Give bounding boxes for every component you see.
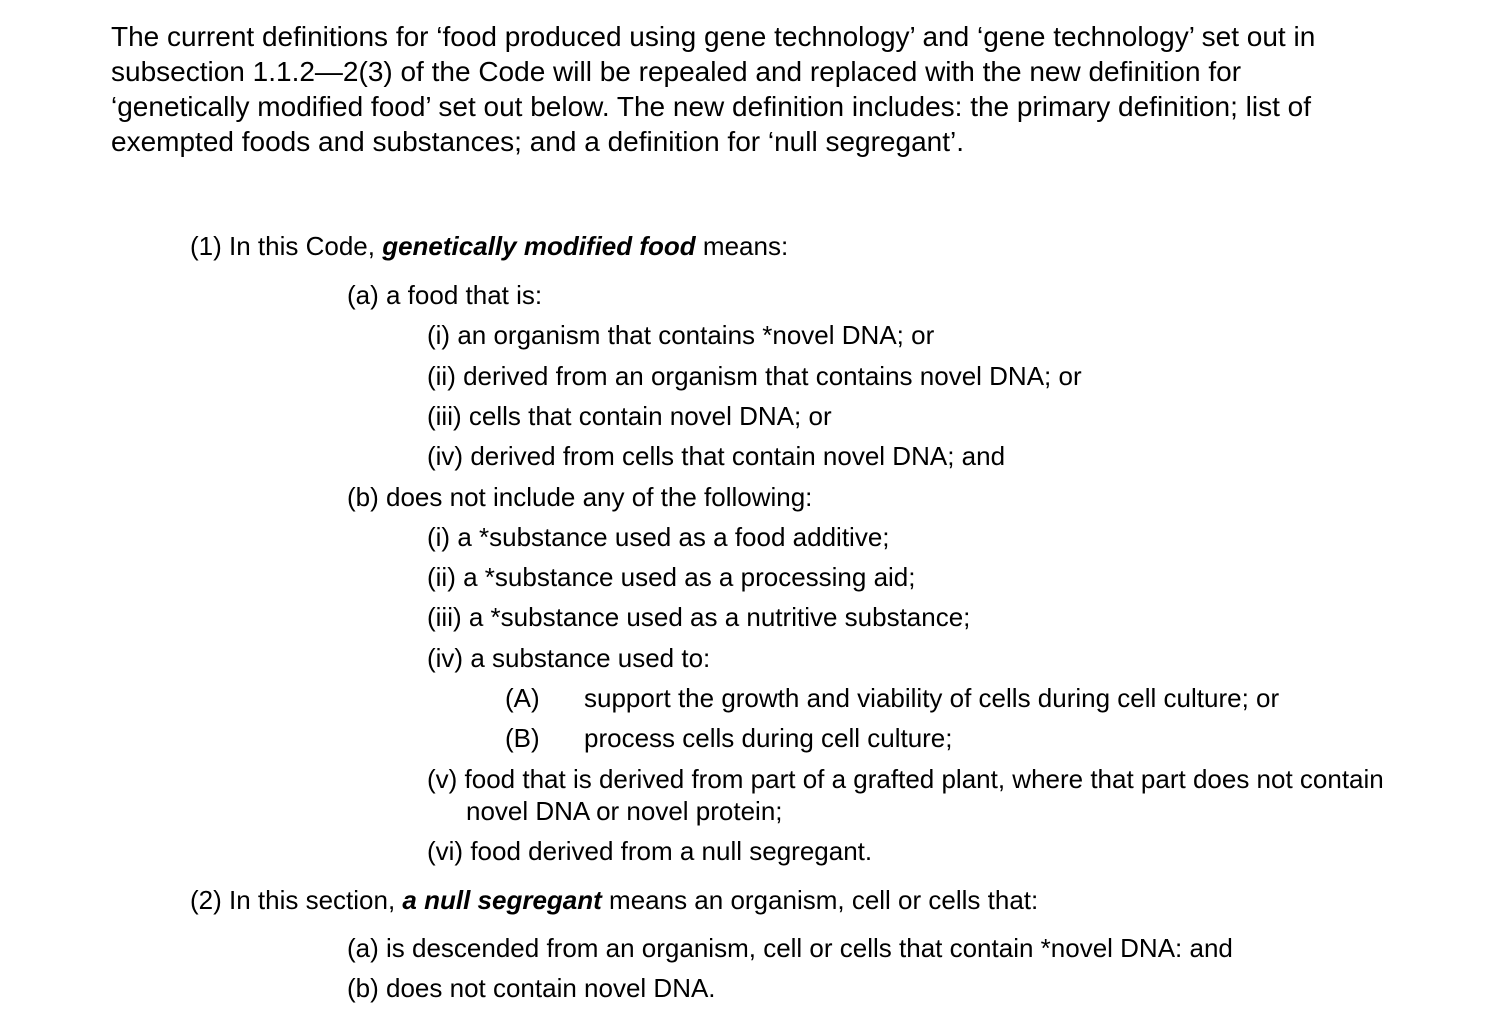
section-1-b-label: (b) does not include any of the following: (347, 482, 813, 512)
section-1-a-item-i: (i) an organism that contains *novel DNA; or (427, 320, 935, 350)
section-1-a-item-iv: (iv) derived from cells that contain novel DNA; and (427, 441, 1006, 471)
section-1-term: genetically modified food (382, 231, 696, 261)
section-1-b-subitem-b (505, 722, 953, 754)
section-1-a-label: (a) a food that is: (347, 280, 543, 310)
section-1-b-item-vi: (vi) food derived from a null segregant. (427, 836, 873, 866)
subitem-b-text: process cells during cell culture; (584, 723, 953, 753)
section-2-heading (190, 884, 1038, 916)
section-1-b-subitem-a (505, 682, 1279, 714)
section-1-b-item-iii: (iii) a *substance used as a nutritive substance; (427, 602, 971, 632)
section-1-suffix: means: (695, 231, 789, 261)
section-1-a-item-ii: (ii) derived from an organism that contains novel DNA; or (427, 361, 1082, 391)
section-2-term: a null segregant (402, 885, 602, 915)
subitem-a-marker: (A) (505, 683, 540, 713)
section-1-b-item-iv: (iv) a substance used to: (427, 643, 711, 673)
section-1-b-item-ii: (ii) a *substance used as a processing aid; (427, 562, 916, 592)
section-2-item-b: (b) does not contain novel DNA. (347, 973, 716, 1003)
section-1-prefix: (1) In this Code, (190, 231, 383, 261)
section-2-item-a: (a) is descended from an organism, cell or cells that contain *novel DNA: and (347, 933, 1233, 963)
subitem-b-marker: (B) (505, 723, 540, 753)
section-2-suffix: means an organism, cell or cells that: (601, 885, 1039, 915)
section-1-b-item-v: (v) food that is derived from part of a grafted plant, where that part does not contain novel DNA or novel protein; (427, 764, 1384, 826)
section-2-prefix: (2) In this section, (190, 885, 403, 915)
section-1-b-item-i: (i) a *substance used as a food additive; (427, 522, 890, 552)
subitem-a-text: support the growth and viability of cells during cell culture; or (584, 683, 1280, 713)
section-1-heading (190, 230, 788, 262)
intro-paragraph: The current definitions for ‘food produced using gene technology’ and ‘gene technology’ set out in subsection 1.1.2—2(3) of the Code will be repealed and replaced with the new definition for ‘genetically modified food’ set out below. The new definition includes: the primary definition; list of exempted foods and substances; and a definition for ‘null segregant’. (111, 21, 1316, 157)
section-1-a-item-iii: (iii) cells that contain novel DNA; or (427, 401, 832, 431)
